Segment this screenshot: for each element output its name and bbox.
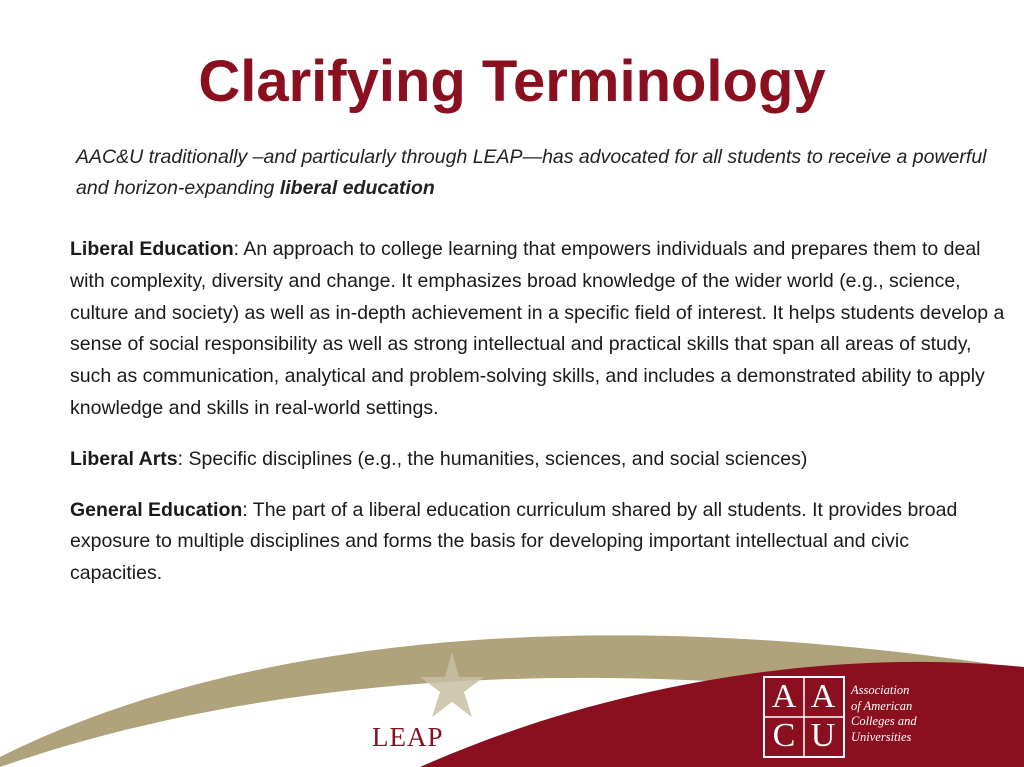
aacu-logo-mark	[763, 676, 845, 758]
logo-letter: A	[810, 678, 836, 715]
logo-letter: U	[810, 717, 836, 754]
intro-emphasis: liberal education	[279, 177, 435, 199]
definition-text: : The part of a liberal education curriculum shared by all students. It provides broad exposure to multiple disciplines and forms the basis for developing important intellectual and civic capacities.	[70, 498, 958, 585]
aacu-name	[851, 683, 971, 745]
logo-name-line: Colleges and	[851, 714, 917, 728]
definition-term: General Education	[70, 498, 243, 521]
intro-text: AAC&U traditionally –and particularly through LEAP—has advocated for all students to receive a powerful and horizon-expanding	[76, 146, 987, 199]
logo-letter: C	[772, 717, 796, 754]
slide-title: Clarifying Terminology	[198, 49, 826, 114]
definitions-list	[70, 234, 1005, 609]
definition-text: : Specific disciplines (e.g., the humanities, sciences, and social sciences)	[177, 447, 808, 470]
definition-liberal-education	[70, 234, 1005, 425]
definition-term: Liberal Arts	[70, 447, 178, 470]
definition-term: Liberal Education	[70, 238, 234, 260]
logo-name-line: of American	[851, 698, 913, 713]
logo-name-line: Universities	[851, 729, 912, 744]
intro-paragraph	[76, 142, 1001, 204]
definition-text: : An approach to college learning that empowers individuals and prepares them to deal with complexity, diversity and change. It emphasizes broad knowledge of the wider world (e.g., science, culture and society) as well as in-depth achievement in a specific field of interest. It helps students develop a sense of social responsibility as well as strong intellectual and practical skills that span all areas of study, such as communication, analytical and problem-solving skills, and includes a demonstrated ability to apply knowledge and skills in real-world settings.	[70, 238, 1005, 419]
logo-name-line: Association	[851, 683, 910, 697]
logo-letter: A	[771, 678, 797, 715]
definition-liberal-arts	[70, 444, 1005, 476]
leap-logo-text: LEAP	[372, 722, 444, 752]
definition-general-education	[70, 495, 1005, 590]
